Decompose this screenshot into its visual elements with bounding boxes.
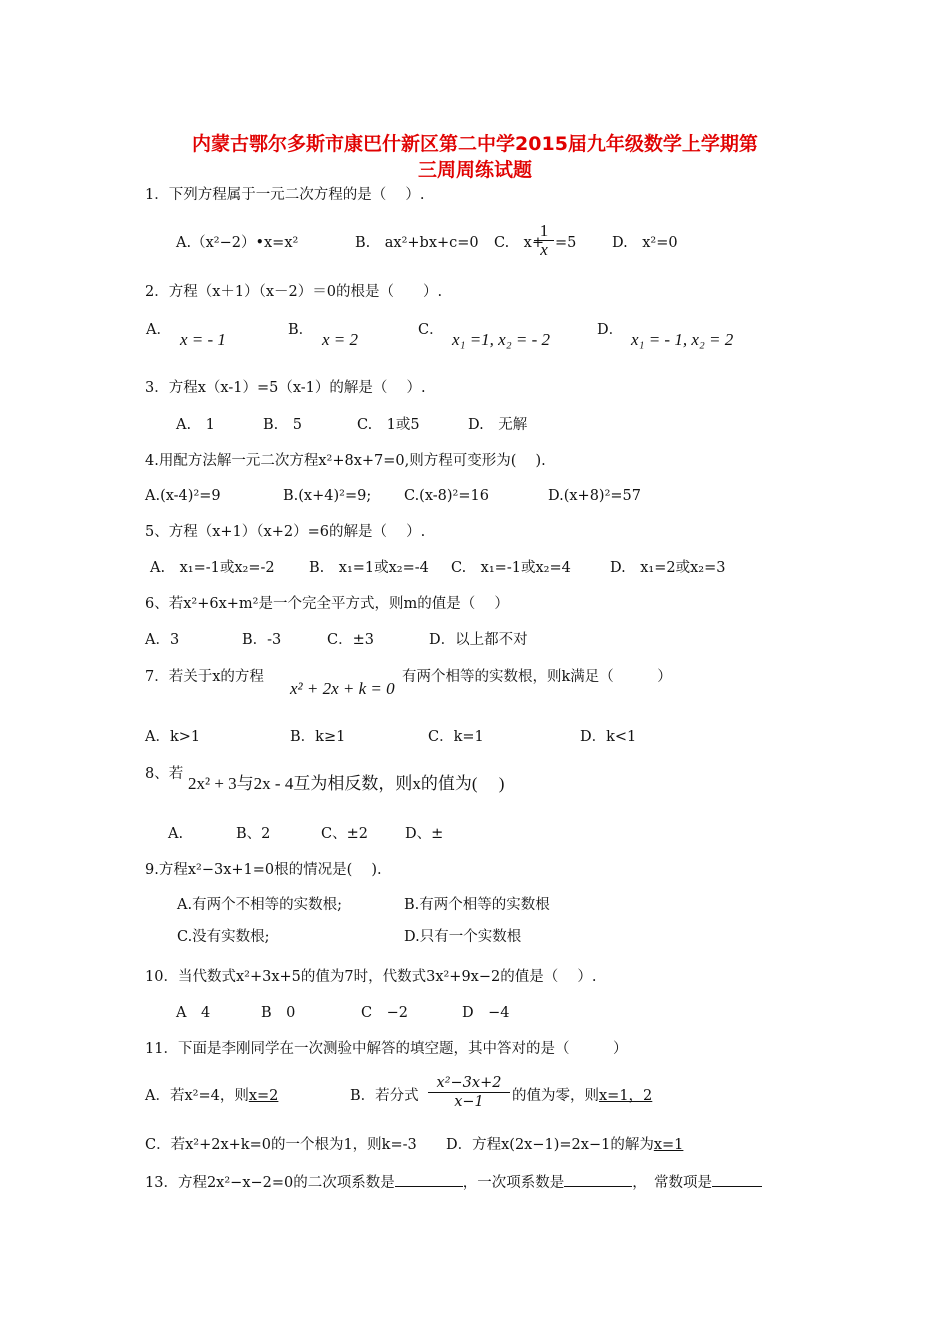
q1-option-a: A.（x²−2）•x=x² [176,235,299,251]
q5-option-c: C. x₁=-1或x₂=4 [451,560,571,576]
q1-stem: 1．下列方程属于一元二次方程的是（ ）. [145,187,425,203]
q9-option-d: D.只有一个实数根 [404,929,522,945]
q11-option-b-suffix [512,1087,652,1105]
q13-text-1: 13．方程2x²−x−2=0的二次项系数是 [145,1175,395,1191]
q7-option-a: A．k>1 [145,729,201,745]
q5-option-d: D. x₁=2或x₂=3 [610,560,726,576]
q11-stem: 11．下面是李刚同学在一次测验中解答的填空题，其中答对的是（ ） [145,1041,628,1057]
q4-stem: 4.用配方法解一元二次方程x²+8x+7=0,则方程可变形为( ). [145,453,546,469]
q13-text-3: ， 常数项是 [632,1175,712,1191]
page-title-line-1: 内蒙古鄂尔多斯市康巴什新区第二中学2015届九年级数学上学期第 [192,133,758,155]
q10-option-d: D −4 [462,1005,510,1021]
q10-stem: 10．当代数式x²+3x+5的值为7时，代数式3x²+9x−2的值是（ ）. [145,969,597,985]
q8-option-a: A. [168,826,184,842]
q3-option-d: D. 无解 [468,417,528,433]
q6-stem: 6、若x²+6x+m²是一个完全平方式，则m的值是（ ） [145,596,509,612]
q3-option-a: A. 1 [176,417,215,433]
q11-option-a [145,1087,291,1105]
q1-option-d: D. x²=0 [612,235,678,251]
q5-option-b: B. x₁=1或x₂=-4 [309,560,429,576]
q11-option-a-answer: x=2 [248,1088,279,1104]
q4-option-c: C.(x-8)²=16 [404,488,489,504]
q8-option-d: D、± [405,826,444,842]
q10-option-c: C −2 [361,1005,408,1021]
q8-option-c: C、±2 [321,826,368,842]
q9-stem: 9.方程x²−3x+1=0根的情况是( ). [145,862,382,878]
q8-stem-prefix: 8、若 [145,766,184,782]
q9-option-b: B.有两个相等的实数根 [404,897,550,913]
q8-stem-math: 2x² + 3与2x - 4互为相反数，则x的值为( ) [188,774,505,793]
q11-option-a-text: A．若x²=4，则 [145,1088,249,1104]
q2-option-a-label: A． [146,322,171,338]
q10-option-a: A 4 [176,1005,211,1021]
q3-stem: 3．方程x（x-1）=5（x-1）的解是（ ）. [145,380,426,396]
q6-option-a: A．3 [145,632,180,648]
q3-option-b: B. 5 [263,417,302,433]
q2-option-c-math: x₁ =1, x₂ = - 2 [452,330,551,349]
q1-option-b: B. ax²+bx+c=0 [355,235,479,251]
q13-text-2: ，一次项系数是 [462,1175,565,1191]
q7-option-d: D．k<1 [580,729,637,745]
q5-stem: 5、方程（x+1）（x+2）=6的解是（ ）. [145,524,426,540]
q2-option-d-label: D． [597,322,624,338]
q4-option-b: B.(x+4)²=9; [283,488,372,504]
q11-option-b-denominator: x−1 [454,1094,484,1110]
q13-stem [145,1172,762,1192]
q11-option-b-answer: x=1，2 [599,1088,653,1104]
q11-option-d-text: D．方程x(2x−1)=2x−1的解为 [446,1137,654,1153]
q6-option-c: C．±3 [327,632,374,648]
q13-blank-linear-coefficient[interactable] [564,1172,632,1187]
q2-stem: 2．方程（x＋1）（x－2）＝0的根是（ ）. [145,284,443,300]
q1-option-c-fraction [534,222,554,259]
q9-option-c: C.没有实数根; [177,929,270,945]
q7-stem-suffix: 有两个相等的实数根，则k满足（ ） [402,669,672,685]
q13-blank-constant-term[interactable] [712,1172,762,1187]
q1-option-c-suffix: =5 [555,235,577,251]
q5-option-a: A. x₁=-1或x₂=-2 [150,560,275,576]
q6-option-d: D．以上都不对 [429,632,528,648]
q11-option-b-middle: 的值为零，则 [512,1088,599,1104]
q1-option-c-prefix: C. x+ [494,235,545,251]
page-title-line-2: 三周周练试题 [417,159,532,181]
q7-stem-prefix: 7．若关于x的方程 [145,669,264,685]
q2-option-c-label: C． [418,322,444,338]
q2-option-d-math: x₁ = - 1, x₂ = 2 [631,330,734,349]
q6-option-b: B．-3 [242,632,282,648]
q2-option-b-label: B． [288,322,314,338]
q8-option-b: B、2 [236,826,271,842]
q11-option-c: C．若x²+2x+k=0的一个根为1，则k=-3 [145,1137,417,1153]
q9-option-a: A.有两个不相等的实数根; [177,897,342,913]
q7-option-b: B．k≥1 [290,729,346,745]
q1-option-c-numerator: 1 [539,221,549,240]
q11-option-b-prefix: B．若分式 [350,1088,419,1104]
q7-equation: x² + 2x + k = 0 [290,679,395,698]
q13-blank-quadratic-coefficient[interactable] [395,1172,463,1187]
q4-option-a: A.(x-4)²=9 [145,488,221,504]
q11-option-b-numerator: x²−3x+2 [436,1075,502,1091]
q11-option-b-fraction [428,1074,510,1111]
q2-option-b-math: x = 2 [322,330,359,349]
q2-option-a-math: x = - 1 [180,330,226,349]
q7-option-c: C．k=1 [428,729,484,745]
q10-option-b: B 0 [261,1005,296,1021]
q11-option-d-answer: x=1 [653,1137,684,1153]
q3-option-c: C. 1或5 [357,417,420,433]
q4-option-d: D.(x+8)²=57 [548,488,641,504]
q11-option-d [446,1136,683,1154]
q1-option-c-denominator: x [540,240,548,259]
